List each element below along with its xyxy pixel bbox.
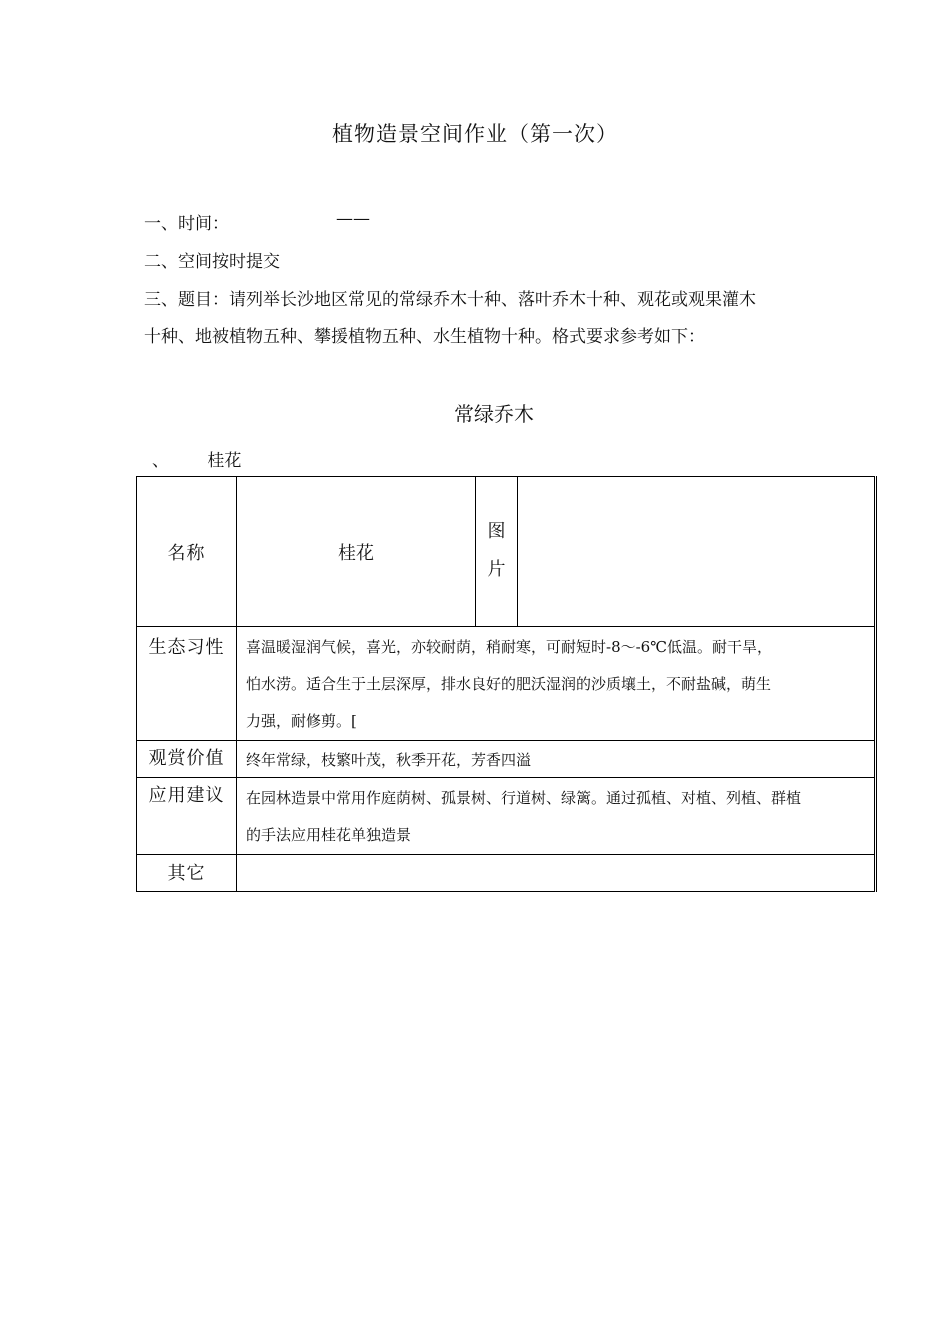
time-label: 一、时间： xyxy=(144,214,229,234)
topic-line-1: 三、题目：请列举长沙地区常见的常绿乔木十种、落叶乔木十种、观花或观果灌木 xyxy=(144,290,756,310)
other-label-cell xyxy=(137,855,237,892)
section-title: 常绿乔木 xyxy=(454,402,534,426)
table-row-other xyxy=(137,855,876,892)
name-value-cell xyxy=(237,477,476,627)
name-label-cell xyxy=(137,477,237,627)
ornamental-value-cell xyxy=(237,741,876,778)
document-title: 植物造景空间作业（第一次） xyxy=(332,122,618,146)
table-row-name xyxy=(137,477,876,627)
picture-cell xyxy=(518,477,876,627)
picture-label-cell xyxy=(476,477,518,627)
table-row-application xyxy=(137,778,876,855)
name-value: 桂花 xyxy=(338,542,374,564)
time-value: —— xyxy=(336,209,370,229)
ornamental-label: 观赏价值 xyxy=(148,748,225,769)
application-line-2: 的手法应用桂花单独造景 xyxy=(246,826,412,844)
time-line xyxy=(144,209,370,234)
ecology-line-1: 喜温暖湿润气候，喜光，亦较耐荫，稍耐寒，可耐短时-8～-6℃低温。耐干旱， xyxy=(246,638,773,656)
application-label-cell xyxy=(137,778,237,855)
ecology-value-cell xyxy=(237,627,876,741)
name-label: 名称 xyxy=(167,542,206,564)
ornamental-label-cell xyxy=(137,741,237,778)
item-number: 、 xyxy=(152,451,169,471)
application-label: 应用建议 xyxy=(148,785,225,806)
table-row-ornamental xyxy=(137,741,876,778)
plant-info-table xyxy=(136,476,877,892)
other-label: 其它 xyxy=(167,863,206,884)
topic-line-2: 十种、地被植物五种、攀援植物五种、水生植物十种。格式要求参考如下： xyxy=(144,327,705,347)
application-value-cell xyxy=(237,778,876,855)
ecology-label-cell xyxy=(137,627,237,741)
ecology-line-2: 怕水涝。适合生于土层深厚，排水良好的肥沃湿润的沙质壤土，不耐盐碱，萌生 xyxy=(246,675,772,693)
ecology-line-3: 力强，耐修剪。[ xyxy=(246,712,357,730)
application-line-1: 在园林造景中常用作庭荫树、孤景树、行道树、绿篱。通过孤植、对植、列植、群植 xyxy=(246,789,802,807)
picture-label-1: 图 xyxy=(487,521,506,542)
item-name: 桂花 xyxy=(207,451,242,471)
ornamental-value: 终年常绿，枝繁叶茂，秋季开花，芳香四溢 xyxy=(246,751,532,769)
table-row-ecology xyxy=(137,627,876,741)
other-value-cell xyxy=(237,855,876,892)
ecology-label: 生态习性 xyxy=(148,637,225,658)
picture-label-2: 片 xyxy=(487,559,506,580)
submit-line: 二、空间按时提交 xyxy=(144,252,280,272)
plant-item-heading xyxy=(152,446,241,471)
